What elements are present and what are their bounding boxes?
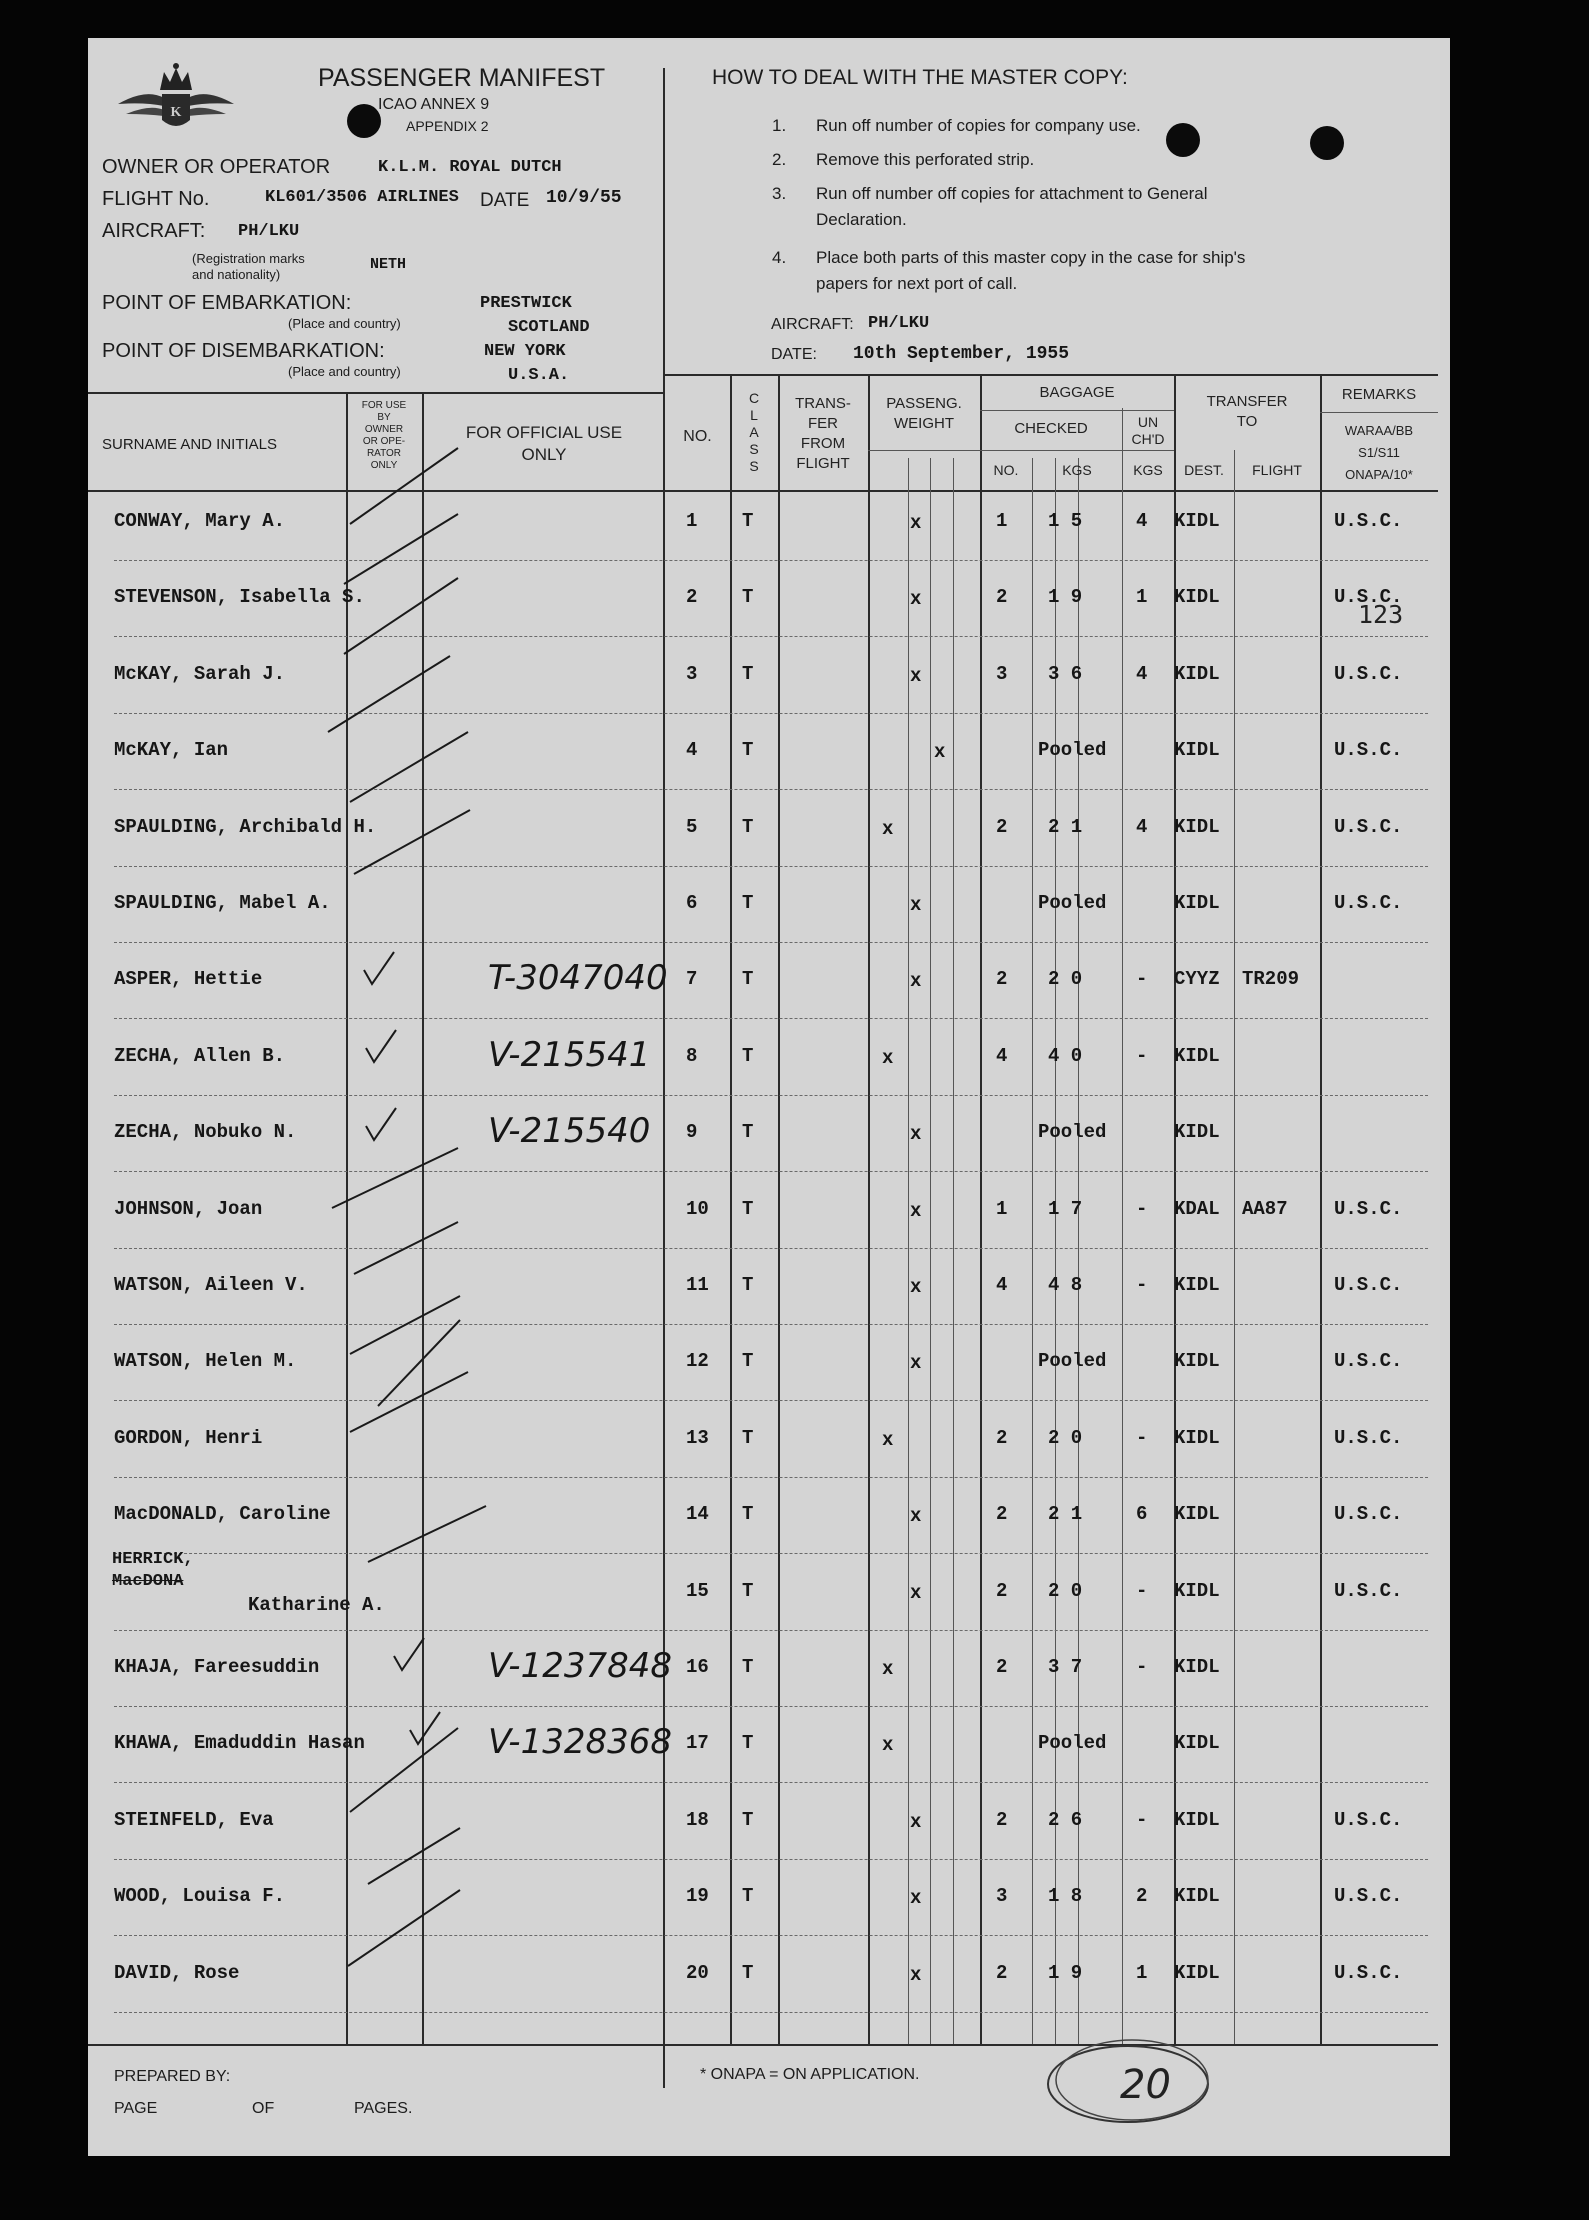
header-official-use: FOR OFFICIAL USE ONLY [465, 423, 623, 464]
struck-surname: MacDONA [112, 1572, 184, 1591]
passenger-class: T [742, 739, 754, 762]
transfer-destination: KIDL [1174, 1426, 1220, 1449]
baggage-count: 2 [996, 968, 1008, 991]
disembark-label: POINT OF DISEMBARKATION: [102, 340, 385, 362]
header-class: C L A S S [748, 390, 760, 474]
remarks-value: U.S.C. [1334, 1961, 1403, 1984]
instr-aircraft-value: PH/LKU [868, 314, 930, 333]
passenger-number: 6 [686, 892, 698, 914]
pooled-baggage: Pooled [1038, 1121, 1107, 1144]
instruction-text: Declaration. [816, 210, 907, 229]
header-no: NO. [683, 428, 712, 445]
weight-x-mark-icon: x [910, 664, 922, 687]
unchecked-kgs: 6 [1136, 1503, 1148, 1526]
page-label: PAGE [114, 2100, 158, 2117]
transfer-flight: TR209 [1242, 968, 1300, 991]
pooled-baggage: Pooled [1038, 739, 1107, 762]
unchecked-kgs: - [1136, 1197, 1148, 1220]
baggage-count: 2 [996, 586, 1008, 609]
instr-aircraft-label: AIRCRAFT: [771, 316, 854, 333]
disembark-value-1: NEW YORK [484, 342, 566, 361]
header-kgs-unchecked: KGS [1133, 462, 1163, 478]
passenger-name: ASPER, Hettie [114, 968, 263, 991]
baggage-count: 3 [996, 1885, 1008, 1908]
passenger-name: Katharine A. [248, 1593, 385, 1616]
baggage-count: 2 [996, 815, 1008, 838]
baggage-count: 2 [996, 1579, 1008, 1602]
svg-text:K: K [170, 105, 182, 120]
date-label: DATE [480, 190, 530, 211]
header-owner-use: FOR USE BY OWNER OR OPE- RATOR ONLY [361, 400, 407, 471]
weight-x-mark-icon: x [910, 1352, 922, 1375]
passenger-name: STEVENSON, Isabella S. [114, 586, 365, 609]
unchecked-kgs: 4 [1136, 662, 1148, 685]
passenger-number: 4 [686, 739, 698, 762]
weight-x-mark-icon: x [910, 588, 922, 611]
passenger-class: T [742, 1732, 754, 1755]
passenger-number: 3 [686, 662, 698, 685]
passenger-number: 8 [686, 1044, 698, 1067]
remarks-value: U.S.C. [1334, 1274, 1403, 1296]
remarks-value: U.S.C. [1334, 586, 1403, 609]
check-mark-icon [410, 1712, 440, 1744]
transfer-destination: KIDL [1174, 1808, 1220, 1831]
baggage-count: 1 [996, 510, 1008, 532]
instruction-text: papers for next port of call. [816, 274, 1018, 293]
instruction-number: 1. [772, 116, 787, 135]
embark-value-2: SCOTLAND [508, 318, 590, 337]
unchecked-kgs: - [1136, 1579, 1148, 1602]
passenger-number: 13 [686, 1426, 709, 1449]
weight-x-mark-icon: x [882, 817, 894, 840]
header-kgs: KGS [1062, 462, 1092, 478]
remarks-value: U.S.C. [1334, 510, 1403, 532]
passenger-number: 14 [686, 1503, 709, 1526]
baggage-kgs: 1 9 [1048, 1961, 1083, 1984]
passenger-class: T [742, 1121, 754, 1144]
passenger-number: 2 [686, 586, 698, 609]
passenger-number: 7 [686, 968, 698, 991]
baggage-count: 3 [996, 662, 1008, 685]
official-use-number: V-1328368 [488, 1722, 672, 1763]
prepared-by: PREPARED BY: [114, 2068, 231, 2085]
instructions-title: HOW TO DEAL WITH THE MASTER COPY: [712, 66, 1128, 89]
embark-place-note: (Place and country) [288, 316, 401, 331]
baggage-kgs: 1 7 [1048, 1197, 1083, 1220]
nationality-value: NETH [370, 256, 407, 273]
transfer-destination: KIDL [1174, 586, 1220, 609]
passenger-class: T [742, 586, 754, 609]
weight-x-mark-icon: x [910, 1123, 922, 1146]
transfer-destination: KIDL [1174, 510, 1220, 532]
passenger-name: STEINFELD, Eva [114, 1808, 274, 1831]
slash-mark [350, 448, 458, 524]
header-checked: CHECKED [1014, 420, 1088, 437]
unchecked-kgs: - [1136, 1274, 1148, 1296]
passenger-name: KHAJA, Fareesuddin [114, 1656, 320, 1678]
passenger-name: McKAY, Ian [114, 739, 229, 762]
remarks-value: U.S.C. [1334, 662, 1403, 685]
header-unchecked: UN CH'D [1131, 414, 1165, 447]
passenger-class: T [742, 1808, 754, 1831]
icao-annex: ICAO ANNEX 9 [378, 96, 490, 113]
weight-x-mark-icon: x [910, 1581, 922, 1604]
check-mark-icon [394, 1638, 424, 1670]
remarks-value: U.S.C. [1334, 892, 1403, 914]
header-passenger-weight: PASSENG. WEIGHT [886, 395, 962, 432]
remarks-value: U.S.C. [1334, 1808, 1403, 1831]
slash-mark [344, 578, 458, 654]
header-surname: SURNAME AND INITIALS [102, 436, 278, 453]
header-remarks: REMARKS [1341, 386, 1417, 403]
unchecked-kgs: - [1136, 1044, 1148, 1067]
unchecked-kgs: - [1136, 1426, 1148, 1449]
owner-value: K.L.M. ROYAL DUTCH [378, 158, 562, 177]
instruction-text: Remove this perforated strip. [816, 150, 1035, 169]
header-remarks-sub: WARAA/BB S1/S11 ONAPA/10* [1344, 423, 1414, 482]
circled-total: 20 [1120, 2062, 1171, 2108]
slash-mark [368, 1828, 460, 1884]
weight-x-mark-icon: x [882, 1428, 894, 1451]
passenger-name: CONWAY, Mary A. [114, 510, 286, 532]
header-transfer-from: TRANS- FER FROM FLIGHT [795, 395, 851, 472]
appendix: APPENDIX 2 [406, 118, 489, 134]
baggage-kgs: 2 0 [1048, 1579, 1083, 1602]
instruction-number: 4. [772, 248, 787, 267]
passenger-number: 9 [686, 1121, 698, 1144]
transfer-destination: KIDL [1174, 1732, 1220, 1755]
instruction-text: Run off number off copies for attachment to General [816, 184, 1208, 203]
transfer-destination: KIDL [1174, 1961, 1220, 1984]
instr-date-value: 10th September, 1955 [853, 344, 1070, 364]
aircraft-value: PH/LKU [238, 222, 300, 241]
unchecked-kgs: 1 [1136, 1961, 1148, 1984]
header-baggage: BAGGAGE [1039, 384, 1115, 401]
baggage-kgs: 2 0 [1048, 1426, 1083, 1449]
baggage-count: 4 [996, 1044, 1008, 1067]
passenger-class: T [742, 510, 754, 532]
manifest-sheet [88, 38, 1450, 2156]
check-mark-icon [366, 1030, 396, 1062]
passenger-number: 19 [686, 1885, 709, 1908]
passenger-name: ZECHA, Allen B. [114, 1044, 286, 1067]
header-transfer-to: TRANSFER TO [1206, 393, 1288, 430]
unchecked-kgs: - [1136, 1656, 1148, 1678]
baggage-kgs: 2 1 [1048, 815, 1083, 838]
official-use-number: V-215541 [488, 1034, 651, 1075]
slash-mark [354, 810, 470, 874]
pooled-baggage: Pooled [1038, 1350, 1107, 1373]
passenger-number: 5 [686, 815, 698, 838]
baggage-kgs: 1 9 [1048, 586, 1083, 609]
owner-label: OWNER OR OPERATOR [102, 156, 331, 178]
passenger-name: GORDON, Henri [114, 1426, 263, 1449]
header-bag-no: NO. [993, 462, 1019, 478]
baggage-count: 2 [996, 1503, 1008, 1526]
passenger-name: ZECHA, Nobuko N. [114, 1121, 297, 1144]
passenger-name: SPAULDING, Archibald H. [114, 815, 377, 838]
passenger-class: T [742, 815, 754, 838]
passenger-class: T [742, 1426, 754, 1449]
remarks-value: U.S.C. [1334, 1579, 1403, 1602]
passenger-class: T [742, 1044, 754, 1067]
remarks-value: U.S.C. [1334, 1426, 1403, 1449]
slash-mark [328, 656, 450, 732]
weight-x-mark-icon: x [910, 1199, 922, 1222]
baggage-kgs: 3 6 [1048, 662, 1083, 685]
baggage-count: 2 [996, 1656, 1008, 1678]
passenger-number: 16 [686, 1656, 709, 1678]
instruction-text: Run off number of copies for company use. [816, 116, 1141, 135]
baggage-kgs: 1 8 [1048, 1885, 1083, 1908]
date-value: 10/9/55 [546, 188, 622, 208]
weight-x-mark-icon: x [910, 1505, 922, 1528]
transfer-destination: KIDL [1174, 739, 1220, 762]
passenger-class: T [742, 1656, 754, 1678]
baggage-kgs: 4 0 [1048, 1044, 1083, 1067]
aircraft-label: AIRCRAFT: [102, 220, 206, 242]
instruction-number: 2. [772, 150, 787, 169]
herrick-correction: HERRICK, [112, 1550, 194, 1569]
weight-x-mark-icon: x [910, 1810, 922, 1833]
baggage-kgs: 2 0 [1048, 968, 1083, 991]
baggage-count: 2 [996, 1808, 1008, 1831]
slash-mark [350, 1372, 468, 1432]
passenger-number: 15 [686, 1579, 709, 1602]
passenger-number: 18 [686, 1808, 709, 1831]
embark-value-1: PRESTWICK [480, 294, 572, 313]
passenger-class: T [742, 892, 754, 914]
pooled-baggage: Pooled [1038, 1732, 1107, 1755]
transfer-destination: KIDL [1174, 1350, 1220, 1373]
slash-mark [368, 1506, 486, 1562]
remarks-value: U.S.C. [1334, 1350, 1403, 1373]
remark-number: 123 [1358, 600, 1404, 629]
slash-mark [348, 1890, 460, 1966]
passenger-number: 20 [686, 1961, 709, 1984]
transfer-destination: KIDL [1174, 1121, 1220, 1144]
header-flight: FLIGHT [1252, 462, 1302, 478]
passenger-class: T [742, 1197, 754, 1220]
passenger-class: T [742, 662, 754, 685]
baggage-kgs: 4 8 [1048, 1274, 1083, 1296]
weight-x-mark-icon: x [934, 741, 946, 764]
passenger-class: T [742, 1503, 754, 1526]
transfer-destination: KIDL [1174, 1503, 1220, 1526]
flight-label: FLIGHT No. [102, 188, 210, 210]
flight-value: KL601/3506 AIRLINES [265, 188, 459, 207]
passenger-class: T [742, 968, 754, 991]
passenger-name: SPAULDING, Mabel A. [114, 892, 331, 914]
transfer-destination: KIDL [1174, 1274, 1220, 1296]
slash-mark [354, 1222, 458, 1274]
transfer-destination: KIDL [1174, 892, 1220, 914]
handwritten-marks [88, 38, 1450, 2156]
transfer-destination: KIDL [1174, 1044, 1220, 1067]
weight-x-mark-icon: x [910, 970, 922, 993]
onapa-note: * ONAPA = ON APPLICATION. [700, 2066, 920, 2083]
passenger-number: 17 [686, 1732, 709, 1755]
baggage-count: 2 [996, 1961, 1008, 1984]
embark-label: POINT OF EMBARKATION: [102, 292, 352, 314]
form-title: PASSENGER MANIFEST [318, 64, 606, 92]
header-dest: DEST. [1184, 462, 1224, 478]
pages-label: PAGES. [354, 2100, 413, 2117]
transfer-destination: KIDL [1174, 1885, 1220, 1908]
weight-x-mark-icon: x [910, 1963, 922, 1986]
passenger-name: McKAY, Sarah J. [114, 662, 286, 685]
weight-x-mark-icon: x [910, 1276, 922, 1298]
official-use-number: V-1237848 [488, 1646, 672, 1686]
weight-x-mark-icon: x [882, 1658, 894, 1680]
official-use-number: T-3047040 [488, 958, 668, 999]
passenger-class: T [742, 1885, 754, 1908]
slash-mark [350, 732, 468, 802]
transfer-destination: KIDL [1174, 1656, 1220, 1678]
weight-x-mark-icon: x [910, 512, 922, 534]
passenger-name: KHAWA, Emaduddin Hasan [114, 1732, 365, 1755]
weight-x-mark-icon: x [910, 1887, 922, 1910]
transfer-destination: KIDL [1174, 1579, 1220, 1602]
passenger-name: WATSON, Aileen V. [114, 1274, 308, 1296]
passenger-class: T [742, 1961, 754, 1984]
remarks-value: U.S.C. [1334, 1197, 1403, 1220]
passenger-number: 10 [686, 1197, 709, 1220]
baggage-kgs: 1 5 [1048, 510, 1083, 532]
check-mark-icon [364, 952, 394, 984]
transfer-destination: KIDL [1174, 815, 1220, 838]
passenger-class: T [742, 1350, 754, 1373]
passenger-name: JOHNSON, Joan [114, 1197, 263, 1220]
pooled-baggage: Pooled [1038, 892, 1107, 914]
transfer-flight: AA87 [1242, 1197, 1288, 1220]
passenger-name: DAVID, Rose [114, 1961, 240, 1984]
transfer-destination: CYYZ [1174, 968, 1220, 991]
instruction-text: Place both parts of this master copy in the case for ship's [816, 248, 1246, 267]
passenger-number: 12 [686, 1350, 709, 1373]
remarks-value: U.S.C. [1334, 815, 1403, 838]
passenger-number: 1 [686, 510, 698, 532]
passenger-class: T [742, 1274, 754, 1296]
weight-x-mark-icon: x [910, 894, 922, 916]
passenger-name: WOOD, Louisa F. [114, 1885, 286, 1908]
disembark-value-2: U.S.A. [508, 366, 570, 385]
transfer-destination: KIDL [1174, 662, 1220, 685]
registration-note: (Registration marks [192, 251, 305, 266]
baggage-kgs: 2 1 [1048, 1503, 1083, 1526]
unchecked-kgs: 4 [1136, 510, 1148, 532]
unchecked-kgs: - [1136, 1808, 1148, 1831]
slash-mark [350, 1728, 458, 1812]
slash-mark [344, 514, 458, 584]
official-use-number: V-215540 [488, 1111, 651, 1152]
baggage-count: 4 [996, 1274, 1008, 1296]
baggage-count: 1 [996, 1197, 1008, 1220]
instruction-number: 3. [772, 184, 787, 203]
passenger-name: MacDONALD, Caroline [114, 1503, 331, 1526]
passenger-class: T [742, 1579, 754, 1602]
nationality-note: and nationality) [192, 267, 281, 282]
weight-x-mark-icon: x [882, 1046, 894, 1069]
slash-mark [332, 1148, 458, 1208]
remarks-value: U.S.C. [1334, 1885, 1403, 1908]
unchecked-kgs: 1 [1136, 586, 1148, 609]
unchecked-kgs: 2 [1136, 1885, 1148, 1908]
transfer-destination: KDAL [1174, 1197, 1220, 1220]
unchecked-kgs: 4 [1136, 815, 1148, 838]
check-mark-icon [366, 1108, 396, 1140]
disembark-place-note: (Place and country) [288, 364, 401, 379]
baggage-kgs: 3 7 [1048, 1656, 1083, 1678]
remarks-value: U.S.C. [1334, 1503, 1403, 1526]
baggage-kgs: 2 6 [1048, 1808, 1083, 1831]
weight-x-mark-icon: x [882, 1734, 894, 1757]
passenger-name: WATSON, Helen M. [114, 1350, 297, 1373]
instr-date-label: DATE: [771, 346, 817, 363]
of-label: OF [252, 2100, 275, 2117]
passenger-number: 11 [686, 1274, 709, 1296]
remarks-value: U.S.C. [1334, 739, 1403, 762]
baggage-count: 2 [996, 1426, 1008, 1449]
unchecked-kgs: - [1136, 968, 1148, 991]
slash-mark [350, 1296, 460, 1354]
